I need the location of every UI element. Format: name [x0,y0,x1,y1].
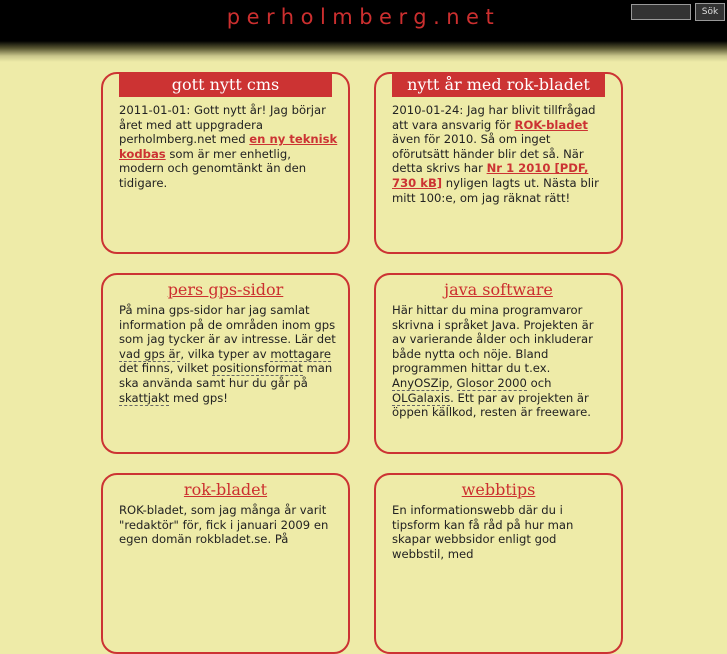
link-olgalaxis[interactable]: OLGalaxis [392,390,451,405]
title-link-webbtips[interactable]: webbtips [461,480,536,499]
search-button[interactable]: Sök [695,3,725,21]
link-anyoszip[interactable]: AnyOSZip [392,375,450,390]
link-nr1-2010-pdf[interactable]: Nr 1 2010 [PDF, 730 kB] [392,161,589,190]
search-input[interactable] [631,4,691,20]
link-new-codebase[interactable]: en ny teknisk kodbas [119,132,338,161]
box-title: gott nytt cms [119,74,332,97]
link-vad-gps-ar[interactable]: vad gps är [119,346,181,361]
link-rok-bladet[interactable]: ROK-bladet [514,117,588,132]
site-header [0,0,727,62]
box-body: ROK-bladet, som jag många år varit "redaktör" för, fick i januari 2009 en egen domän rokbladet.se. På [119,503,329,547]
box-body: En informationswebb där du i tipsform kan få råd på hur man skapar webbsidor enligt god webbstil, med [392,503,574,561]
news-box-rok [374,72,623,254]
section-box-rok-bladet [101,473,350,654]
news-box-cms [101,72,350,254]
link-positionsformat[interactable]: positionsformat [212,361,303,376]
link-skattjakt[interactable]: skattjakt [119,390,170,405]
box-body: 2010-01-24: Jag har blivit tillfrågad att vara ansvarig för ROK-bladet även för 2010. Så om inget oförutsätt händer blir det så. När detta skrivs har Nr 1 2010 [PDF, 730 kB] nyligen lagts ut. Nästa blir mitt 100:e, om jag räknat rätt! [392,103,599,205]
section-box-webbtips [374,473,623,654]
box-body: 2011-01-01: Gott nytt år! Jag börjar året med att uppgradera perholmberg.net med en ny teknisk kodbas som är mer enhetlig, modern och genomtänkt än den tidigare. [119,103,338,190]
title-link-gps[interactable]: pers gps-sidor [167,280,284,299]
title-link-rok-bladet[interactable]: rok-bladet [183,480,268,499]
box-body: På mina gps-sidor har jag samlat information på de områden inom gps som jag tycker är av intresse. Lär det vad gps är, vilka typer av mottagare det finns, vilket positionsformat man ska använda samt hur du går på skattjakt med gps! [119,303,336,405]
link-glosor-2000[interactable]: Glosor 2000 [456,375,527,390]
section-box-java [374,273,623,454]
title-link-java[interactable]: java software [444,280,553,299]
box-body: Här hittar du mina programvaror skrivna i språket Java. Projekten är av varierande ålder och inkluderar både nytta och nöje. Bland programmen hittar du t.ex. AnyOSZip, Glosor 2000 och OLGalaxis. Ett par av projekten är öppen källkod, resten är freeware. [392,303,594,420]
box-title: nytt år med rok-bladet [392,74,605,97]
link-mottagare[interactable]: mottagare [270,346,332,361]
site-title[interactable]: perholmberg.net [226,5,501,29]
section-box-gps [101,273,350,454]
